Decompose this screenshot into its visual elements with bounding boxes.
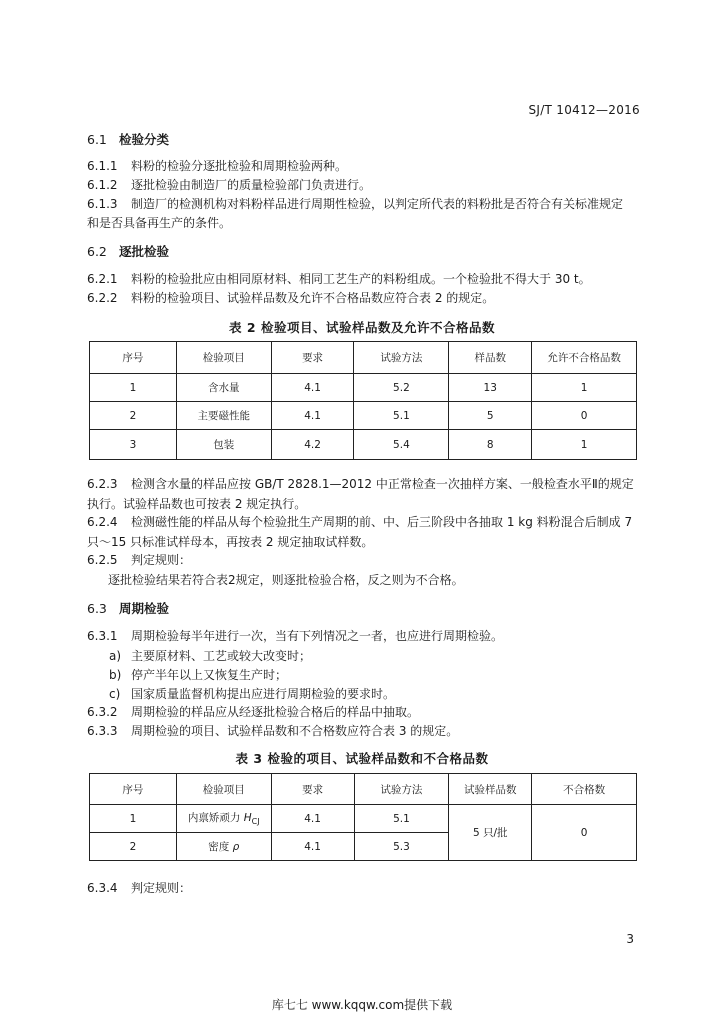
para-6-3-1 [87,628,503,645]
para-number: 6.1.3 [87,197,118,211]
list-text: 停产半年以上又恢复生产时； [131,668,288,682]
list-label: b) [109,668,122,682]
header-cell: 要求 [271,774,354,805]
section-title: 检验分类 [119,132,170,147]
download-footer: 库七七 www.kqqw.com提供下载 [271,998,453,1012]
section-number: 6.3 [87,601,107,616]
para-6-3-4 [87,880,191,897]
para-6-2-2 [87,290,494,307]
para-6-1-3 [87,196,623,213]
table-cell: 5.1 [354,402,449,430]
para-text: 周期检验的项目、试验样品数和不合格数应符合表 3 的规定。 [131,724,459,738]
section-6-2 [87,242,169,260]
table-2-caption: 表 2 检验项目、试验样品数及允许不合格品数 [229,320,495,335]
item-text: 内禀矫顽力 [187,812,244,825]
table-cell: 4.1 [271,402,354,430]
table-header-row [90,774,637,805]
list-text: 主要原材料、工艺或较大改变时； [131,649,312,663]
header-cell: 允许不合格品数 [532,342,637,374]
para-number: 6.3.3 [87,724,118,738]
item-text: 密度 [208,841,233,853]
table-cell: 4.1 [271,374,354,402]
para-number: 6.3.2 [87,705,118,719]
para-number: 6.3.4 [87,881,118,895]
table-cell: 3 [90,430,177,460]
standard-code: SJ/T 10412—2016 [528,103,640,117]
para-number: 6.2.3 [87,477,118,491]
list-item [109,685,395,702]
para-text: 检测含水量的样品应按 GB/T 2828.1—2012 中正常检查一次抽样方案、一般检查水平Ⅱ的规定 [131,477,634,491]
section-title: 周期检验 [119,601,170,616]
table-2 [89,341,637,460]
table-cell: 8 [449,430,532,460]
para-number: 6.1.1 [87,159,118,173]
table-row [90,402,637,430]
list-label: c) [109,687,121,701]
para-6-2-4-cont: 只～15 只标准试样母本，再按表 2 规定抽取试样数。 [87,535,374,549]
para-number: 6.3.1 [87,629,118,643]
list-label: a) [109,649,122,663]
table-cell: 4.1 [271,805,354,833]
table-row [90,374,637,402]
header-cell: 序号 [90,342,177,374]
para-6-1-3-cont: 和是否具备再生产的条件。 [87,216,232,230]
page-number: 3 [626,932,634,946]
header-cell: 要求 [271,342,354,374]
para-6-2-3 [87,476,634,493]
para-6-1-1 [87,158,347,175]
para-text: 料粉的检验分逐批检验和周期检验两种。 [131,159,348,173]
table-cell: 2 [90,402,177,430]
para-number: 6.2.5 [87,553,118,567]
item-symbol: H [243,812,252,825]
item-subscript: CJ [251,817,260,827]
table-cell: 2 [90,833,177,861]
para-6-3-3 [87,723,458,740]
table-cell: 13 [449,374,532,402]
para-text: 周期检验的样品应从经逐批检验合格后的样品中抽取。 [131,705,420,719]
table-cell: 4.2 [271,430,354,460]
table-cell [176,805,271,833]
table-header-row [90,342,637,374]
table-cell: 5 [449,402,532,430]
table-cell: 1 [532,430,637,460]
para-text: 判定规则： [131,553,192,567]
header-cell: 试验方法 [354,774,449,805]
header-cell: 试验方法 [354,342,449,374]
para-number: 6.2.2 [87,291,118,305]
para-text: 料粉的检验项目、试验样品数及允许不合格品数应符合表 2 的规定。 [131,291,495,305]
section-title: 逐批检验 [119,244,170,259]
table-cell: 含水量 [176,374,271,402]
table-cell: 0 [532,402,637,430]
list-item [109,647,311,664]
table-row [90,805,637,833]
table-cell [176,833,271,861]
table-cell: 包装 [176,430,271,460]
para-text: 检测磁性能的样品从每个检验批生产周期的前、中、后三阶段中各抽取 1 kg 料粉混合后制成 7 [131,515,633,529]
para-6-2-1 [87,271,591,288]
table-3 [89,773,637,861]
item-symbol: ρ [232,841,240,853]
list-text: 国家质量监督机构提出应进行周期检验的要求时。 [131,687,396,701]
header-cell: 检验项目 [176,342,271,374]
table-cell: 主要磁性能 [176,402,271,430]
header-cell: 不合格数 [532,774,637,805]
para-6-2-3-cont: 执行。试验样品数也可按表 2 规定执行。 [87,497,307,511]
para-text: 逐批检验由制造厂的质量检验部门负责进行。 [131,178,372,192]
table-cell: 1 [90,805,177,833]
para-6-1-2 [87,177,371,194]
list-item [109,666,287,683]
table-cell: 1 [532,374,637,402]
para-6-2-5 [87,552,191,569]
para-text: 制造厂的检测机构对料粉样品进行周期性检验，以判定所代表的料粉批是否符合有关标准规定 [131,197,624,211]
table-row [90,430,637,460]
para-text: 料粉的检验批应由相同原材料、相同工艺生产的料粉组成。一个检验批不得大于 30 t。 [131,272,591,286]
table-3-caption: 表 3 检验的项目、试验样品数和不合格品数 [235,751,489,766]
para-6-3-2 [87,704,419,721]
table-cell-samples: 5 只/批 [449,805,532,861]
table-cell: 5.2 [354,374,449,402]
table-cell: 5.4 [354,430,449,460]
header-cell: 检验项目 [176,774,271,805]
section-6-1 [87,130,169,148]
para-number: 6.2.4 [87,515,118,529]
section-6-3 [87,599,169,617]
para-number: 6.1.2 [87,178,118,192]
table-cell: 1 [90,374,177,402]
para-6-2-4 [87,514,632,531]
table-cell: 4.1 [271,833,354,861]
section-number: 6.1 [87,132,107,147]
header-cell: 试验样品数 [449,774,532,805]
table-cell-defects: 0 [532,805,637,861]
table-cell: 5.1 [354,805,449,833]
para-text: 周期检验每半年进行一次，当有下列情况之一者，也应进行周期检验。 [131,629,504,643]
table-cell: 5.3 [354,833,449,861]
header-cell: 序号 [90,774,177,805]
section-number: 6.2 [87,244,107,259]
header-cell: 样品数 [449,342,532,374]
para-6-2-5-cont: 逐批检验结果若符合表2规定，则逐批检验合格，反之则为不合格。 [108,573,464,587]
para-text: 判定规则： [131,881,192,895]
para-number: 6.2.1 [87,272,118,286]
